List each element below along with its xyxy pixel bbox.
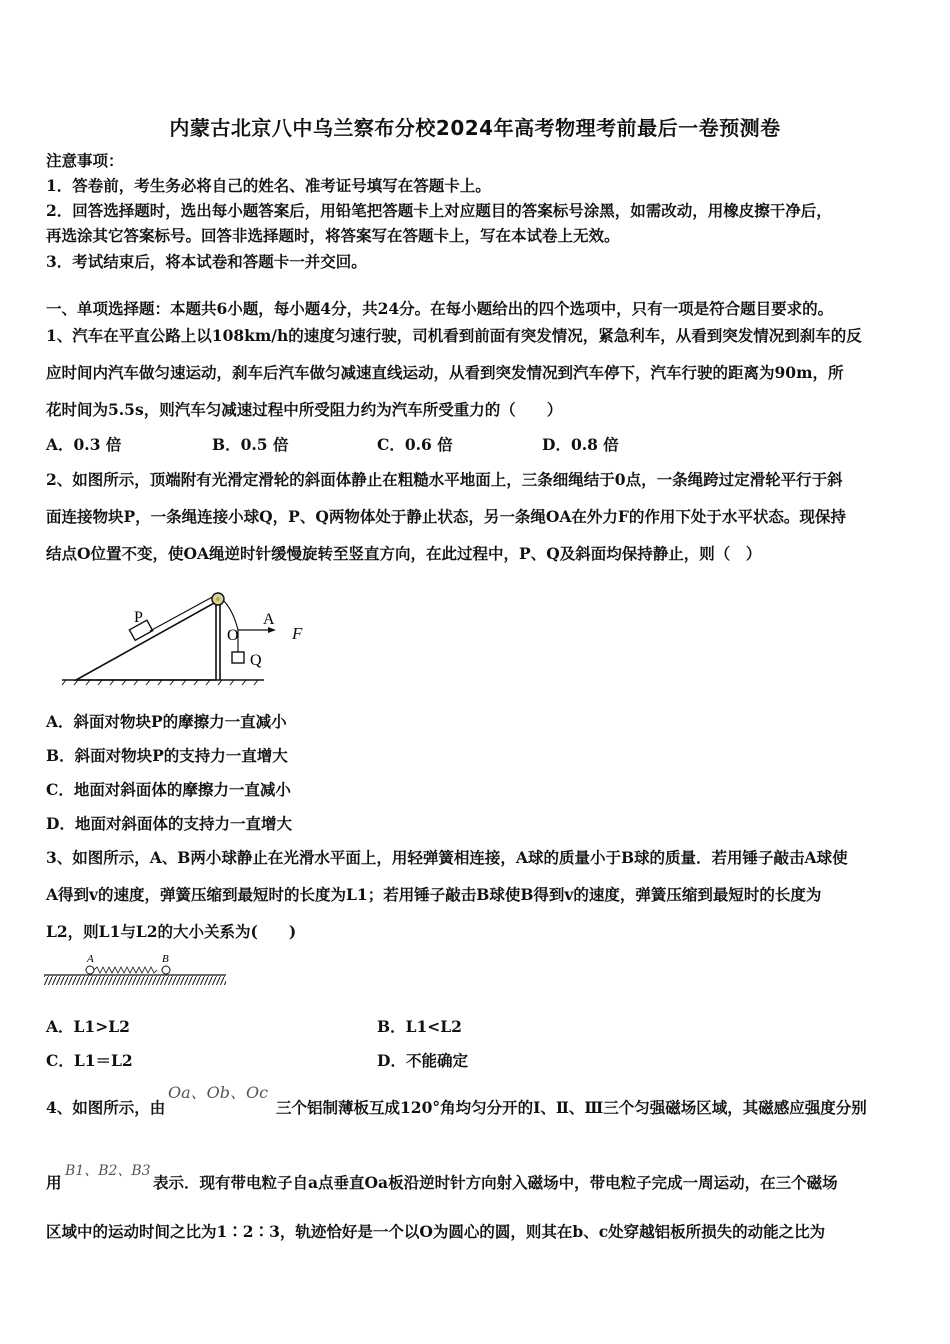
q4-line-2-rest: 表示．现有带电粒子自a点垂直Oa板沿逆时针方向射入磁场中，带电粒子完成一周运动，在三个磁场 xyxy=(153,1173,838,1192)
q3-line-2: A得到v的速度，弹簧压缩到最短时的长度为L1；若用锤子敲击B球使B得到v的速度，弹簧压缩到最短时的长度为 xyxy=(46,885,822,904)
q4-line-2-prefix: 用 xyxy=(46,1173,62,1192)
q2-line-3: 结点O位置不变，使OA绳逆时针缓慢旋转至竖直方向，在此过程中，P、Q及斜面均保持静止，则（ ） xyxy=(46,544,762,563)
label-ball-a: A xyxy=(87,953,94,965)
label-o: O xyxy=(227,627,239,644)
q2-line-1: 2、如图所示，顶端附有光滑定滑轮的斜面体静止在粗糙水平地面上，三条细绳结于0点，一条绳跨过定滑轮平行于斜 xyxy=(46,470,843,489)
q2-option-c: C．地面对斜面体的摩擦力一直减小 xyxy=(46,780,291,799)
q1-option-a: A．0.3 倍 xyxy=(46,435,122,454)
label-a: A xyxy=(263,611,275,628)
q4-plates: Oa、Ob、Oc xyxy=(168,1083,269,1102)
incline-body xyxy=(76,602,216,680)
page-title: 内蒙古北京八中乌兰察布分校2024年高考物理考前最后一卷预测卷 xyxy=(169,116,781,140)
section-heading: 一、单项选择题：本题共6小题，每小题4分，共24分。在每小题给出的四个选项中，只有一项是符合题目要求的。 xyxy=(46,299,834,318)
label-q: Q xyxy=(250,652,262,669)
q1-line-1: 1、汽车在平直公路上以108km/h的速度匀速行驶，司机看到前面有突发情况，紧急利车，从看到突发情况到刹车的反 xyxy=(46,326,862,345)
q2-option-a: A．斜面对物块P的摩擦力一直减小 xyxy=(46,712,287,731)
q1-option-c: C．0.6 倍 xyxy=(377,435,453,454)
q3-option-b: B．L1<L2 xyxy=(377,1017,462,1036)
q3-option-a: A．L1>L2 xyxy=(46,1017,130,1036)
q1-line-3: 花时间为5.5s，则汽车匀减速过程中所受阻力约为汽车所受重力的（ ） xyxy=(46,400,563,419)
notice-item-3: 3．考试结束后，将本试卷和答题卡一并交回。 xyxy=(46,252,367,271)
q4-prefix: 4、如图所示，由 xyxy=(46,1098,166,1117)
q1-option-d: D．0.8 倍 xyxy=(542,435,619,454)
label-f: F xyxy=(292,624,303,643)
q2-line-2: 面连接物块P，一条绳连接小球Q，P、Q两物体处于静止状态，另一条绳OA在外力F的作用下处于水平状态。现保持 xyxy=(46,507,846,526)
incline-pulley-figure xyxy=(58,588,275,688)
ball-q xyxy=(232,652,244,663)
q4-line-3: 区域中的运动时间之比为1∶2∶3，轨迹恰好是一个以O为圆心的圆，则其在b、c处穿越铝板所损失的动能之比为 xyxy=(46,1222,826,1241)
notice-item-2-cont: 再选涂其它答案标号。回答非选择题时，将答案写在答题卡上，写在本试卷上无效。 xyxy=(46,226,620,245)
spring-icon xyxy=(94,967,157,973)
q3-option-c: C．L1＝L2 xyxy=(46,1051,133,1070)
q3-line-3: L2，则L1与L2的大小关系为( ) xyxy=(46,922,297,941)
q2-option-d: D．地面对斜面体的支持力一直增大 xyxy=(46,814,292,833)
q2-option-b: B．斜面对物块P的支持力一直增大 xyxy=(46,746,288,765)
label-p: P xyxy=(134,609,143,626)
notice-heading: 注意事项： xyxy=(46,151,124,170)
spring-figure xyxy=(44,950,228,990)
notice-item-2: 2．回答选择题时，选出每小题答案后，用铅笔把答题卡上对应题目的答案标号涂黑，如需改动，用橡皮擦干净后， xyxy=(46,201,832,220)
label-ball-b: B xyxy=(162,953,169,965)
notice-item-1: 1．答卷前，考生务必将自己的姓名、准考证号填写在答题卡上。 xyxy=(46,176,491,195)
q4-line-1-rest: 三个铝制薄板互成120°角均匀分开的Ⅰ、Ⅱ、Ⅲ三个匀强磁场区域，其磁感应强度分别 xyxy=(276,1098,867,1117)
q1-option-b: B．0.5 倍 xyxy=(212,435,289,454)
q1-line-2: 应时间内汽车做匀速运动，刹车后汽车做匀减速直线运动，从看到突发情况到汽车停下，汽车行驶的距离为90m，所 xyxy=(46,363,844,382)
q3-line-1: 3、如图所示，A、B两小球静止在光滑水平面上，用轻弹簧相连接，A球的质量小于B球的质量．若用锤子敲击A球使 xyxy=(46,848,848,867)
q4-fields: B1、B2、B3 xyxy=(65,1163,151,1179)
q3-option-d: D．不能确定 xyxy=(377,1051,468,1070)
